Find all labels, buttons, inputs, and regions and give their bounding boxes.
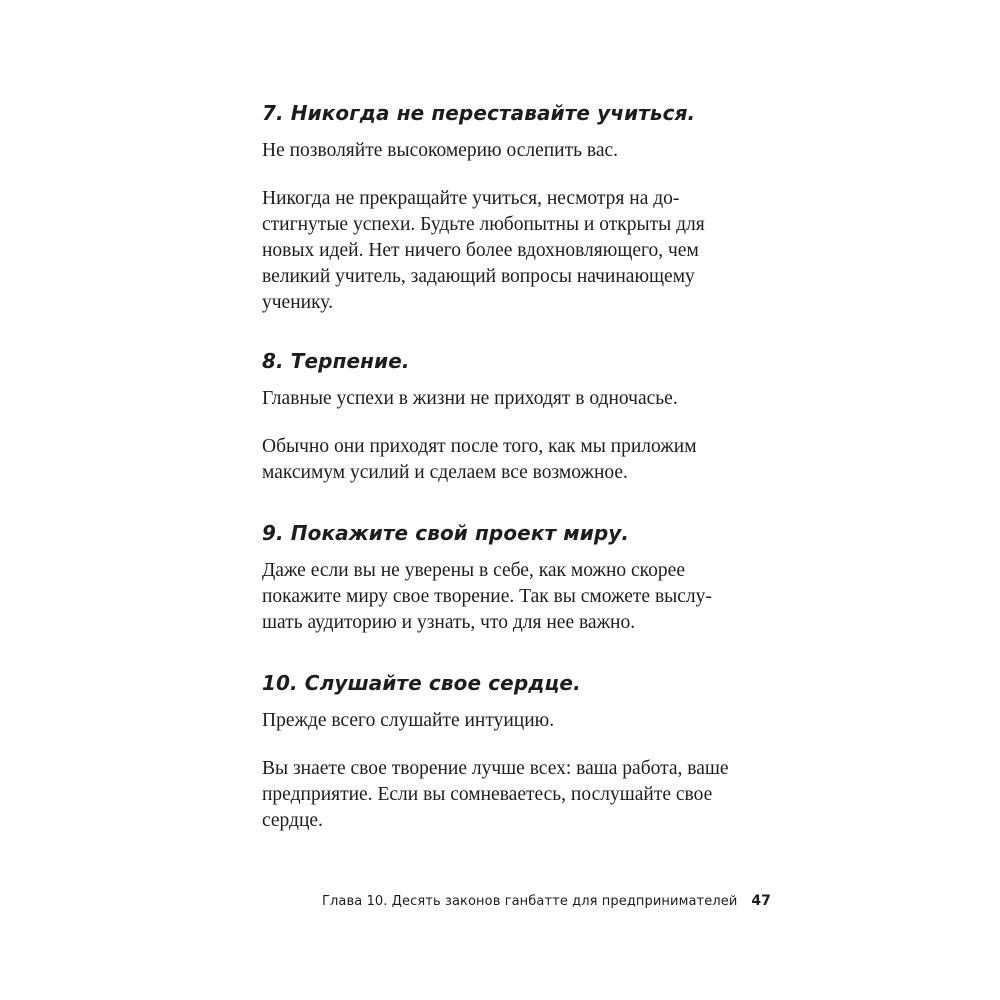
- page-number: 47: [751, 893, 771, 909]
- section-9: [262, 520, 742, 633]
- paragraph-line: стигнутые успехи. Будьте любопытны и открыты для: [262, 214, 705, 235]
- page-footer: [322, 892, 771, 911]
- paragraph-line: Обычно они приходят после того, как мы приложим: [262, 436, 697, 457]
- paragraph-line: покажите миру свое творение. Так вы сможете выслу-: [262, 586, 712, 607]
- paragraph-line: сердце.: [262, 810, 323, 831]
- paragraph-line: шать аудиторию и узнать, что для нее важно.: [262, 612, 636, 633]
- paragraph-line: Даже если вы не уверены в себе, как можно скорее: [262, 560, 685, 581]
- paragraph-line: Не позволяйте высокомерию ослепить вас.: [262, 140, 619, 161]
- section-heading: 10. Слушайте свое сердце.: [262, 671, 581, 695]
- section-heading: 7. Никогда не переставайте учиться.: [262, 101, 696, 125]
- running-footer-chapter: Глава 10. Десять законов ганбатте для предпринимателей: [322, 894, 738, 909]
- paragraph-line: Вы знаете свое творение лучше всех: ваша работа, ваше: [262, 758, 729, 779]
- paragraph-line: ученику.: [262, 292, 333, 313]
- paragraph-line: Прежде всего слушайте интуицию.: [262, 710, 555, 731]
- paragraph-line: Никогда не прекращайте учиться, несмотря на до-: [262, 188, 680, 209]
- section-10: [262, 670, 742, 831]
- section-7: [262, 100, 742, 313]
- paragraph-line: великий учитель, задающий вопросы начинающему: [262, 266, 695, 287]
- paragraph-line: предприятие. Если вы сомневаетесь, послушайте свое: [262, 784, 713, 805]
- paragraph-line: максимум усилий и сделаем все возможное.: [262, 462, 628, 483]
- paragraph-line: Главные успехи в жизни не приходят в одночасье.: [262, 388, 678, 409]
- section-heading: 9. Покажите свой проект миру.: [262, 521, 630, 545]
- paragraph-line: новых идей. Нет ничего более вдохновляющего, чем: [262, 240, 699, 261]
- section-heading: 8. Терпение.: [262, 349, 410, 373]
- section-8: [262, 348, 742, 483]
